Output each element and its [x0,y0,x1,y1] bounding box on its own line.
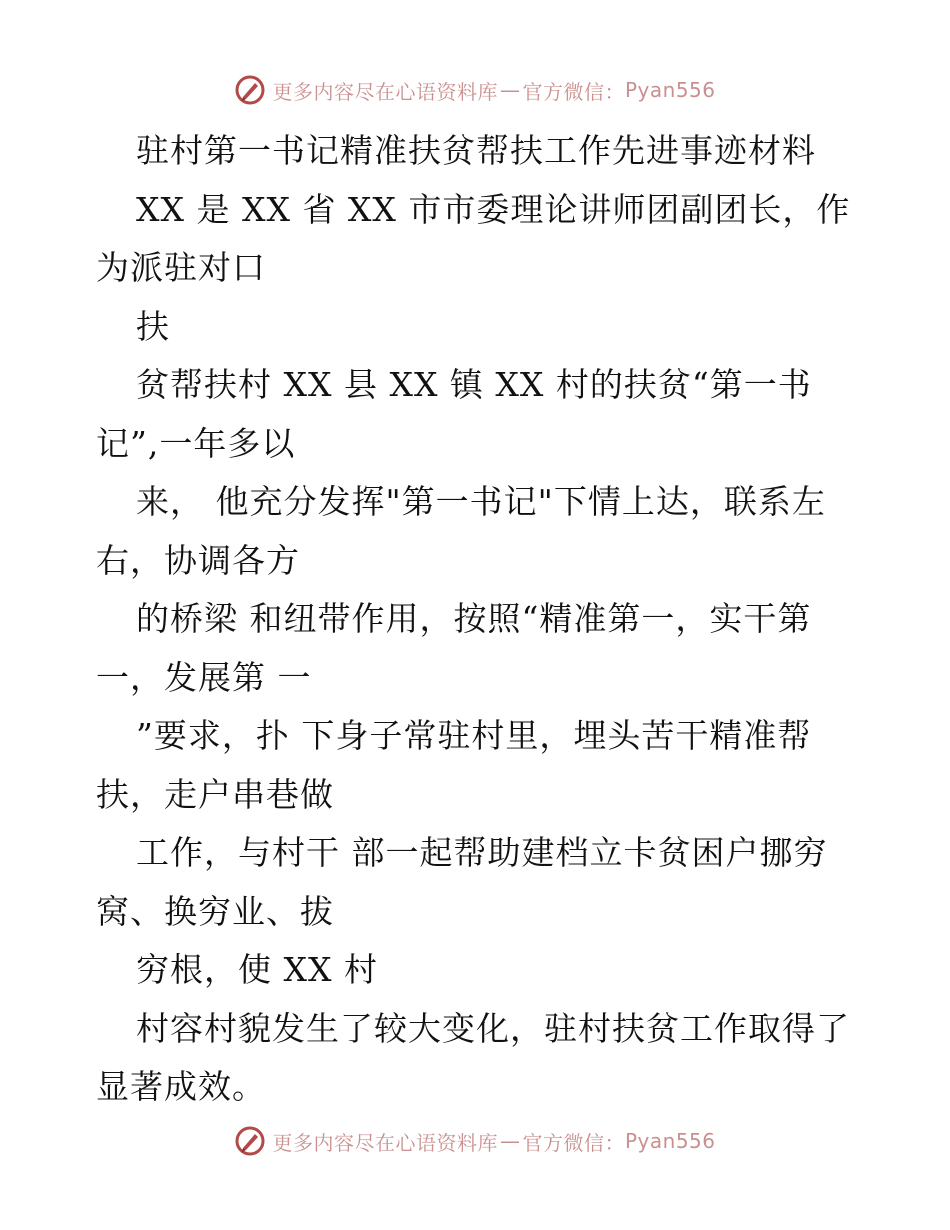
text-line: 来， 他充分发挥"第一书记"下情上达，联系左 [136,482,826,521]
header-watermark [0,70,950,110]
text-line: XX 是 XX 省 XX 市市委理论讲师团副团长，作 [136,189,851,229]
watermark-separator: — [499,1129,521,1153]
text-line: 显著成效。 [96,1067,266,1106]
text-line: 右，协调各方 [96,540,300,580]
watermark-site-text: 更多内容尽在心语资料库 [272,1130,498,1155]
text-line: 扶，走户串巷做 [96,774,334,814]
watermark-wechat-label: 官方微信： [522,79,625,104]
watermark-wechat-id: Pyan556 [624,78,716,102]
watermark-wechat-id: Pyan556 [624,1129,716,1153]
text-line: 穷根，使 XX 村 [136,950,378,989]
text-line: 村容村貌发生了较大变化，驻村扶贫工作取得了 [136,1008,850,1048]
text-line: 工作，与村干 部一起帮助建档立卡贫困户挪穷 [136,833,828,872]
text-line: 扶 [136,306,170,346]
text-line: 的桥梁 和纽带作用，按照“精准第一，实干第 [136,599,812,638]
pen-logo-icon [234,1125,266,1157]
document-body [96,122,851,1117]
text-line: 记”,一年多以 [96,423,296,463]
text-line: 贫帮扶村 XX 县 XX 镇 XX 村的扶贫“第一书 [136,365,812,404]
text-line: 一，发展第 一 [96,657,312,697]
watermark-site-text: 更多内容尽在心语资料库 [272,79,498,104]
document-title: 驻村第一书记精准扶贫帮扶工作先进事迹材料 [136,131,816,170]
text-line: 为派驻对口 [96,248,266,287]
watermark-separator: — [499,78,521,102]
pen-logo-icon [234,74,266,106]
text-line: ”要求，扑 下身子常驻村里，埋头苦干精准帮 [136,716,812,755]
text-line: 窝、换穷业、拔 [96,891,334,931]
watermark-wechat-label: 官方微信： [522,1130,625,1155]
footer-watermark [0,1121,950,1161]
